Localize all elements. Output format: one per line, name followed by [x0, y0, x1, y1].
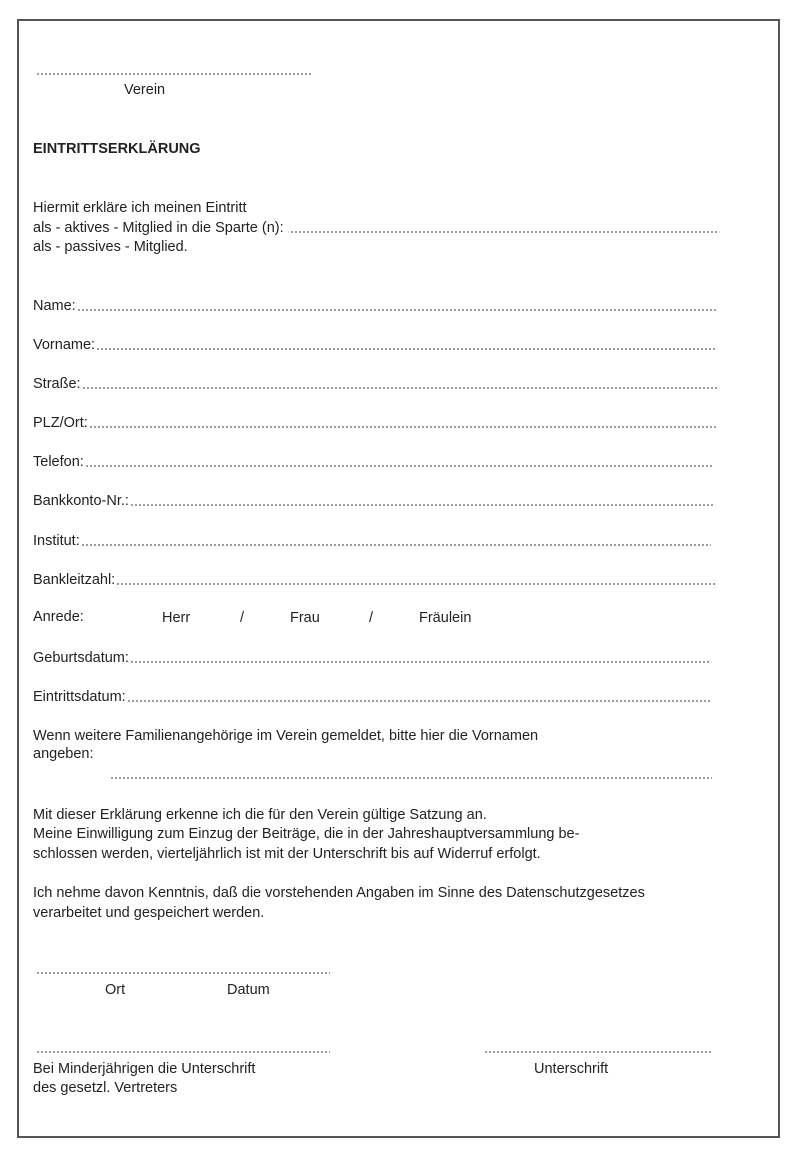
- strasse-row: [33, 375, 717, 393]
- bankkonto-input-line[interactable]: [130, 503, 715, 507]
- eintrittsdatum-input-line[interactable]: [127, 699, 711, 703]
- club-name-line[interactable]: [36, 72, 312, 76]
- ort-label: Ort: [105, 982, 126, 998]
- bankleitzahl-input-line[interactable]: [116, 582, 715, 586]
- strasse-label: Straße:: [33, 376, 81, 392]
- vorname-input-line[interactable]: [96, 347, 717, 351]
- form-title: EINTRITTSERKLÄRUNG: [33, 141, 201, 157]
- plz-ort-label: PLZ/Ort:: [33, 415, 88, 431]
- club-label: Verein: [124, 82, 166, 98]
- plz-ort-row: [33, 414, 717, 432]
- telefon-input-line[interactable]: [85, 464, 713, 468]
- anrede-frau-option[interactable]: Frau: [290, 610, 320, 626]
- sparte-row: [33, 219, 717, 237]
- member-signature-line[interactable]: [484, 1050, 712, 1054]
- intro-line-1: Hiermit erkläre ich meinen Eintritt: [33, 200, 247, 216]
- bankleitzahl-label: Bankleitzahl:: [33, 572, 116, 588]
- family-text-line-2: angeben:: [33, 746, 94, 762]
- ort-datum-line[interactable]: [36, 971, 330, 975]
- eintrittsdatum-row: [33, 688, 711, 706]
- name-input-line[interactable]: [77, 308, 717, 312]
- vorname-row: [33, 336, 717, 354]
- anrede-herr-option[interactable]: Herr: [162, 610, 191, 626]
- institut-row: [33, 532, 711, 550]
- name-label: Name:: [33, 298, 76, 314]
- guardian-signature-line[interactable]: [36, 1050, 330, 1054]
- plz-ort-input-line[interactable]: [89, 425, 717, 429]
- privacy-line-2: verarbeitet und gespeichert werden.: [33, 905, 265, 921]
- bankkonto-row: [33, 492, 715, 510]
- family-names-input-line[interactable]: [110, 776, 712, 780]
- sparte-label: als - aktives - Mitglied in die Sparte (n):: [33, 220, 284, 236]
- anrede-separator: /: [369, 610, 374, 626]
- member-signature-label: Unterschrift: [534, 1061, 609, 1077]
- telefon-label: Telefon:: [33, 454, 84, 470]
- consent-line-1: Mit dieser Erklärung erkenne ich die für den Verein gültige Satzung an.: [33, 807, 487, 823]
- family-text-line-1: Wenn weitere Familienangehörige im Verein gemeldet, bitte hier die Vornamen: [33, 728, 539, 744]
- intro-line-3: als - passives - Mitglied.: [33, 239, 188, 255]
- institut-input-line[interactable]: [81, 543, 711, 547]
- consent-line-2: Meine Einwilligung zum Einzug der Beiträge, die in der Jahreshauptversammlung be-: [33, 826, 580, 842]
- sparte-input-line[interactable]: [290, 230, 717, 234]
- consent-line-3: schlossen werden, vierteljährlich ist mit der Unterschrift bis auf Widerruf erfolgt.: [33, 846, 541, 862]
- vorname-label: Vorname:: [33, 337, 96, 353]
- geburtsdatum-input-line[interactable]: [130, 660, 711, 664]
- telefon-row: [33, 453, 713, 471]
- guardian-signature-label-1: Bei Minderjährigen die Unterschrift: [33, 1061, 256, 1077]
- anrede-fraeulein-option[interactable]: Fräulein: [419, 610, 472, 626]
- guardian-signature-label-2: des gesetzl. Vertreters: [33, 1080, 178, 1096]
- geburtsdatum-row: [33, 649, 711, 667]
- name-row: [33, 297, 717, 315]
- eintrittsdatum-label: Eintrittsdatum:: [33, 689, 126, 705]
- bankkonto-label: Bankkonto-Nr.:: [33, 493, 129, 509]
- institut-label: Institut:: [33, 533, 80, 549]
- bankleitzahl-row: [33, 571, 715, 589]
- anrede-label: Anrede:: [33, 609, 84, 625]
- strasse-input-line[interactable]: [82, 386, 717, 390]
- datum-label: Datum: [227, 982, 270, 998]
- anrede-separator: /: [240, 610, 245, 626]
- geburtsdatum-label: Geburtsdatum:: [33, 650, 129, 666]
- privacy-line-1: Ich nehme davon Kenntnis, daß die vorstehenden Angaben im Sinne des Datenschutzgesetzes: [33, 885, 645, 901]
